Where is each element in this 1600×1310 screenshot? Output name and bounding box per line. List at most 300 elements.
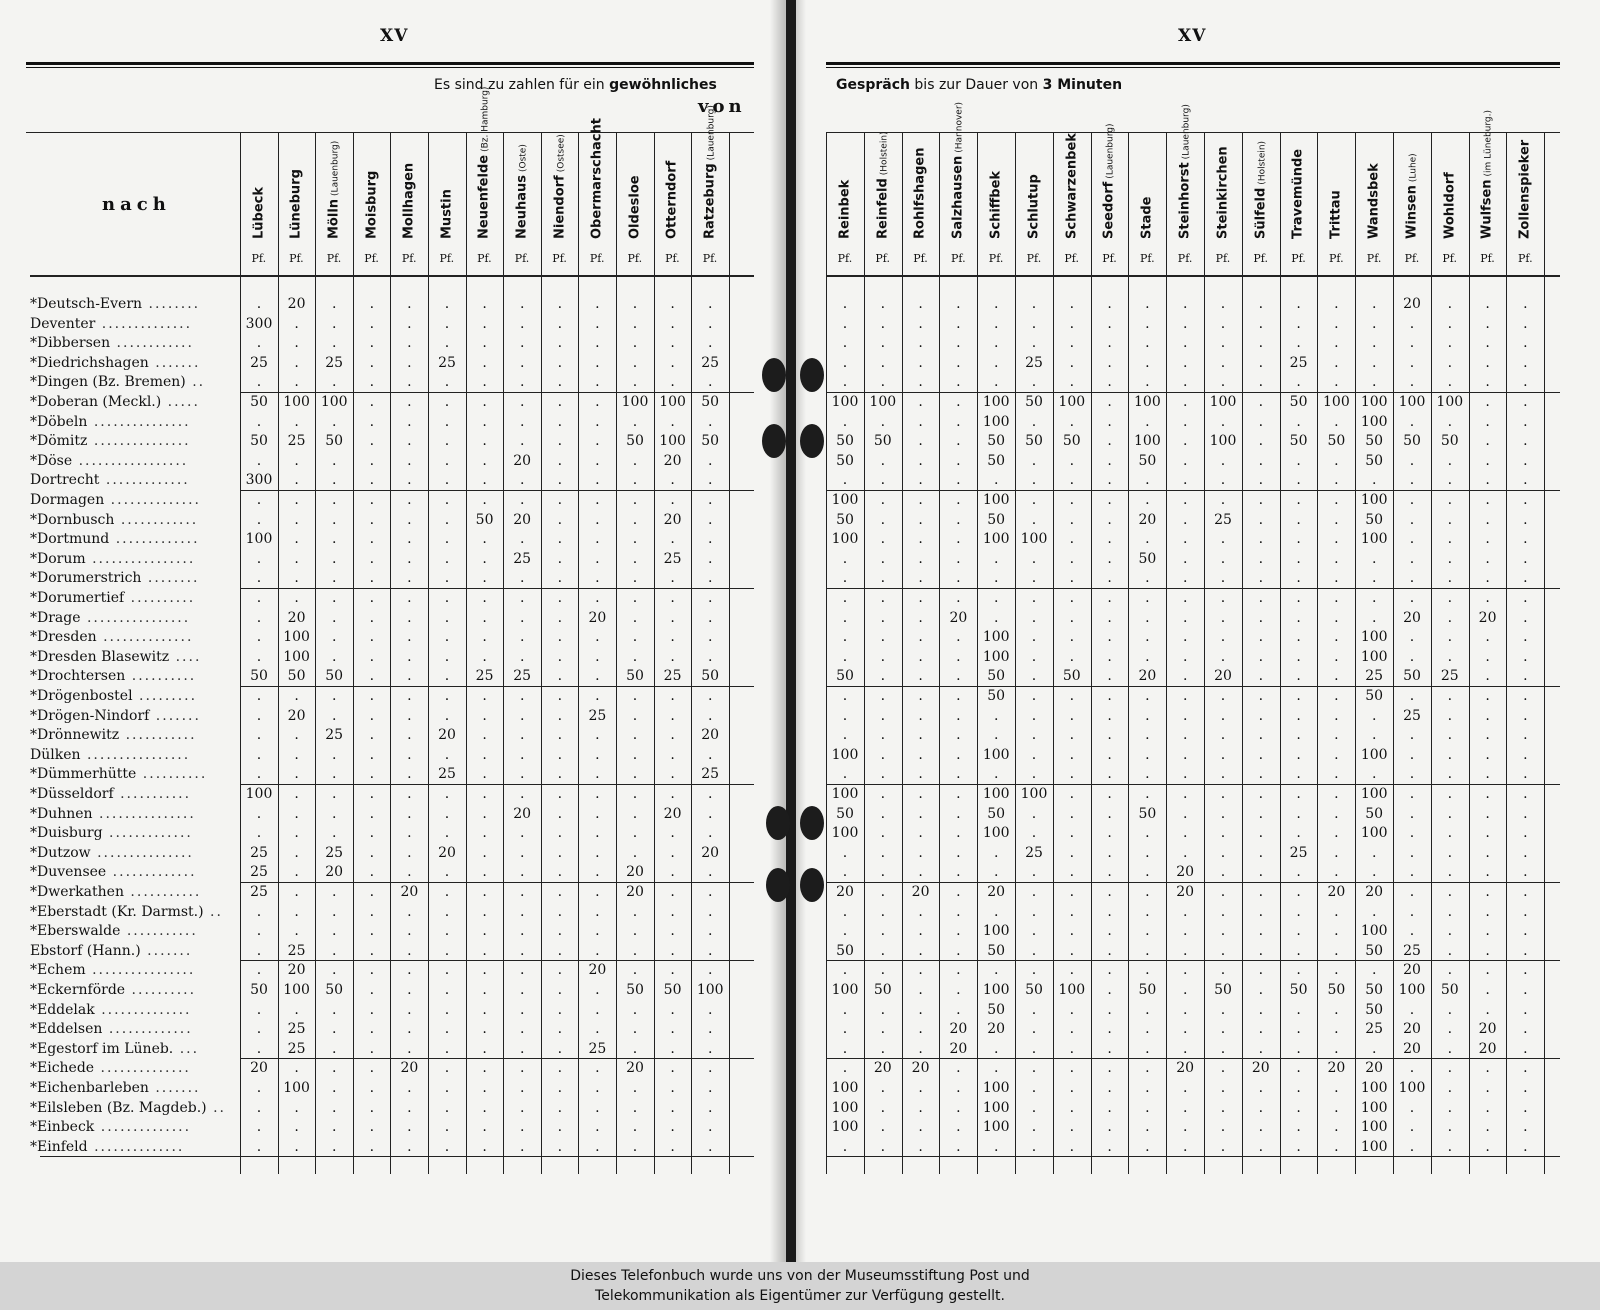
unit-label: Pf. — [913, 252, 928, 265]
rate-cell: . — [1145, 296, 1150, 312]
rate-cell: . — [557, 433, 563, 450]
rate-cell: . — [1031, 1080, 1037, 1096]
rate-cell: . — [880, 707, 886, 724]
column-header-right — [826, 134, 864, 258]
rate-cell: . — [482, 374, 487, 391]
rate-cell: 100 — [982, 1099, 1010, 1116]
rate-cell: . — [1485, 786, 1490, 802]
rate-cell: 100 — [831, 982, 859, 998]
rate-cell: 50 — [987, 452, 1006, 469]
unit-label: Pf. — [665, 252, 680, 265]
rate-cell: . — [519, 609, 525, 626]
rate-cell: . — [632, 452, 638, 469]
unit-label: Pf. — [1366, 252, 1382, 265]
rate-cell: . — [956, 570, 961, 587]
rate-cell: 50 — [1365, 1001, 1384, 1018]
rate-cell: . — [369, 1040, 375, 1057]
rate-cell: . — [1220, 374, 1226, 391]
group-separator — [240, 882, 754, 883]
rate-cell: 50 — [1365, 452, 1384, 469]
rate-cell: 50 — [836, 452, 854, 469]
unit-label: Pf. — [1442, 252, 1457, 265]
rate-cell: . — [1334, 942, 1339, 959]
rate-cell: . — [595, 805, 600, 822]
rate-cell: . — [369, 805, 375, 822]
rate-cell: . — [1069, 1080, 1075, 1096]
column-header-name: Niendorf — [552, 175, 568, 239]
rate-cell: . — [557, 1119, 563, 1136]
rate-cell: . — [1220, 609, 1226, 626]
rate-cell: . — [407, 492, 412, 508]
rate-cell: . — [1334, 903, 1339, 920]
rate-cell: . — [1296, 1099, 1301, 1116]
rate-cell: . — [918, 942, 923, 959]
rate-cell: 20 — [1176, 1060, 1195, 1077]
rate-cell: . — [1485, 531, 1490, 548]
rate-cell: . — [595, 786, 600, 802]
rate-cell: . — [670, 472, 675, 489]
rate-cell: . — [369, 864, 375, 881]
column-header-sub: (Bz. Hamburg) — [480, 86, 491, 152]
column-header-name: Mölln — [326, 198, 342, 239]
rate-cell: . — [1107, 942, 1112, 959]
rate-cell: . — [880, 668, 886, 685]
rate-cell: . — [956, 433, 961, 450]
rate-cell: . — [993, 903, 999, 920]
rate-cell: . — [707, 1138, 713, 1155]
rate-cell: . — [407, 609, 412, 626]
rate-cell: . — [1334, 1021, 1339, 1038]
rate-cell: . — [294, 492, 299, 508]
place-name — [30, 1021, 193, 1037]
rate-cell: 100 — [982, 825, 1010, 842]
rate-cell: . — [1371, 590, 1377, 606]
rate-cell: . — [444, 335, 450, 352]
rate-cell: . — [707, 1001, 713, 1018]
rate-cell: . — [1220, 648, 1226, 665]
rate-cell: . — [369, 766, 375, 783]
rate-cell: . — [956, 492, 961, 508]
rate-cell: . — [444, 570, 450, 587]
rate-cell: . — [482, 590, 487, 606]
column-header-name: Trittau — [1328, 190, 1344, 239]
rate-cell: . — [1069, 590, 1075, 606]
unit-label: Pf. — [1140, 252, 1155, 265]
rate-cell: . — [1371, 962, 1377, 979]
rate-cell: . — [407, 1138, 412, 1155]
rate-cell: . — [1485, 805, 1490, 822]
rate-cell: . — [1220, 354, 1226, 371]
rate-cell: . — [595, 452, 600, 469]
rate-cell: . — [1296, 805, 1301, 822]
rate-cell: 20 — [287, 296, 306, 312]
rate-cell: . — [1107, 354, 1112, 371]
column-header-name: Lübeck — [251, 186, 267, 239]
rate-cell: 100 — [982, 648, 1010, 665]
column-header-right — [1393, 134, 1431, 258]
rate-cell: . — [670, 825, 675, 842]
rate-cell: . — [256, 629, 262, 646]
rate-cell: . — [1447, 492, 1453, 508]
rate-cell: . — [1523, 1060, 1528, 1077]
unit-label: Pf. — [251, 252, 267, 265]
rate-cell: . — [519, 394, 525, 410]
rate-cell: . — [1182, 590, 1188, 606]
rate-cell: . — [1371, 766, 1377, 783]
rate-cell: 20 — [1214, 668, 1232, 685]
rate-cell: . — [1258, 942, 1264, 959]
rate-cell: . — [918, 1080, 923, 1096]
rate-cell: . — [1258, 688, 1264, 704]
rate-cell: . — [1447, 884, 1453, 900]
rate-cell: . — [444, 413, 450, 430]
rate-cell: . — [1447, 550, 1453, 567]
rate-cell: 20 — [663, 511, 682, 528]
place-name — [30, 688, 197, 704]
rate-cell: . — [331, 472, 337, 489]
place-name — [30, 472, 190, 488]
unit-label: Pf. — [289, 252, 304, 265]
rate-cell: . — [1447, 315, 1453, 332]
rate-cell: . — [595, 550, 600, 567]
rate-cell: . — [993, 707, 999, 724]
rate-cell: . — [1182, 609, 1188, 626]
rate-cell: . — [632, 629, 638, 646]
rate-cell: . — [1031, 1040, 1037, 1057]
unit-label: Pf. — [1102, 252, 1117, 265]
rate-cell: . — [707, 1099, 713, 1116]
leader-dots: ............. — [102, 825, 193, 842]
rate-cell: . — [331, 315, 337, 332]
rate-cell: . — [1220, 296, 1226, 312]
rate-cell: . — [331, 1021, 337, 1038]
rate-cell: . — [1447, 805, 1453, 822]
rate-cell: . — [331, 1119, 337, 1136]
rate-cell: 20 — [1138, 511, 1157, 528]
place-name — [30, 590, 195, 606]
place-name-text: *Dortmund — [30, 531, 110, 548]
column-header-label — [1064, 133, 1079, 239]
rate-cell: . — [1107, 903, 1112, 920]
rate-cell: . — [1258, 786, 1264, 802]
rate-cell: . — [1409, 766, 1415, 783]
unit-label: Pf. — [1329, 252, 1344, 265]
rate-cell: . — [331, 413, 337, 430]
rate-cell: . — [956, 707, 961, 724]
rate-cell: . — [1523, 1080, 1528, 1096]
rate-cell: . — [331, 942, 337, 959]
rate-cell: . — [918, 844, 923, 861]
column-header-label — [702, 105, 717, 239]
rate-cell: . — [1258, 727, 1264, 744]
rate-cell: . — [1334, 766, 1339, 783]
rate-cell: . — [1485, 1001, 1490, 1018]
rate-cell: . — [1145, 629, 1150, 646]
rate-cell: . — [256, 374, 262, 391]
rate-cell: . — [993, 1040, 999, 1057]
rate-cell: . — [557, 1080, 563, 1096]
rate-cell: . — [482, 648, 487, 665]
rate-cell: . — [1145, 374, 1150, 391]
rate-cell: . — [1485, 452, 1490, 469]
rate-cell: . — [956, 629, 961, 646]
rate-cell: . — [1296, 1040, 1301, 1057]
rate-cell: . — [407, 688, 412, 704]
group-separator — [826, 960, 1560, 961]
rate-cell: . — [369, 1099, 375, 1116]
leader-dots: .......... — [124, 590, 196, 606]
rate-cell: . — [1258, 511, 1264, 528]
rate-cell: . — [670, 609, 675, 626]
rate-cell: . — [331, 511, 337, 528]
group-separator — [240, 588, 754, 589]
rate-cell: . — [1258, 354, 1264, 371]
rate-cell: . — [1485, 844, 1490, 861]
rate-cell: 100 — [1360, 629, 1388, 646]
binding-hole — [762, 358, 786, 392]
column-header-right — [1053, 134, 1091, 258]
rate-cell: . — [842, 629, 848, 646]
rate-cell: 100 — [621, 394, 649, 410]
rate-cell: . — [557, 472, 563, 489]
rate-cell: . — [632, 707, 638, 724]
rate-cell: . — [842, 570, 848, 587]
rate-cell: . — [918, 648, 923, 665]
place-name — [30, 864, 197, 880]
rate-cell: . — [294, 531, 299, 548]
place-name — [30, 492, 201, 508]
rate-cell: . — [519, 472, 525, 489]
rate-cell: . — [1409, 570, 1415, 587]
rate-cell: . — [1334, 1080, 1339, 1096]
rate-cell: . — [1145, 1080, 1150, 1096]
rate-cell: . — [1409, 844, 1415, 861]
rate-cell: . — [1334, 452, 1339, 469]
rate-cell: . — [1031, 374, 1037, 391]
rate-cell: . — [956, 903, 961, 920]
rate-cell: . — [993, 335, 999, 352]
rate-cell: . — [256, 805, 262, 822]
column-header-name: Seedorf — [1101, 181, 1117, 239]
rate-cell: . — [369, 923, 375, 940]
rate-cell: . — [1182, 668, 1188, 685]
column-header-right — [1128, 134, 1166, 258]
rate-cell: . — [1107, 550, 1112, 567]
rate-cell: . — [557, 668, 563, 685]
rate-cell: 20 — [588, 962, 607, 979]
column-header-label — [1140, 197, 1155, 239]
rate-cell: . — [956, 923, 961, 940]
place-name — [30, 433, 191, 449]
column-header-sub: (Holstein) — [879, 131, 890, 176]
rate-cell: . — [595, 766, 600, 783]
column-header-name: Wohldorf — [1442, 172, 1458, 239]
rate-cell: . — [557, 727, 563, 744]
rate-cell: . — [1334, 570, 1339, 587]
rate-cell: . — [519, 492, 525, 508]
leader-dots: .... — [169, 648, 202, 665]
rate-cell: . — [1220, 452, 1226, 469]
rate-cell: . — [880, 374, 886, 391]
rate-cell: . — [1031, 335, 1037, 352]
column-divider — [1544, 132, 1545, 1174]
rate-cell: 50 — [1289, 982, 1308, 998]
rate-cell: 50 — [1025, 433, 1043, 450]
rate-cell: . — [1107, 825, 1112, 842]
rate-cell: . — [842, 962, 848, 979]
column-header-name: Neuhaus — [514, 175, 530, 239]
rate-cell: . — [369, 903, 375, 920]
rate-cell: . — [707, 550, 713, 567]
rate-cell: . — [1334, 1119, 1339, 1136]
rate-cell: . — [842, 354, 848, 371]
rate-cell: . — [670, 884, 675, 900]
rate-cell: . — [1334, 707, 1339, 724]
rate-cell: . — [1220, 727, 1226, 744]
column-header-sub: (Holstein) — [1257, 140, 1268, 185]
rate-cell: . — [1107, 746, 1112, 763]
leader-dots: ................ — [85, 962, 196, 979]
rate-cell: . — [331, 296, 337, 312]
rate-cell: . — [670, 1099, 675, 1116]
place-name — [30, 1100, 226, 1116]
rate-cell: . — [331, 1001, 337, 1018]
rate-cell: . — [557, 570, 563, 587]
table-bottom-line — [40, 1156, 754, 1157]
rate-cell: . — [482, 1119, 487, 1136]
rate-cell: . — [1031, 296, 1037, 312]
binding-hole — [766, 806, 790, 840]
rate-cell: . — [918, 923, 923, 940]
rate-cell: . — [918, 786, 923, 802]
rate-cell: . — [1258, 1021, 1264, 1038]
rate-cell: 25 — [1289, 354, 1308, 371]
rate-cell: . — [1107, 1099, 1112, 1116]
binding-hole — [800, 424, 824, 458]
rate-cell: . — [1107, 1138, 1112, 1155]
rate-cell: . — [842, 707, 848, 724]
place-name — [30, 296, 200, 312]
rate-cell: . — [1069, 648, 1075, 665]
unit-label: Pf. — [477, 252, 492, 265]
rate-cell: . — [256, 1040, 262, 1057]
place-name-text: *Drönnewitz — [30, 727, 120, 744]
rate-cell: . — [1220, 903, 1226, 920]
rate-cell: . — [1409, 590, 1415, 606]
rate-cell: . — [632, 766, 638, 783]
rate-cell: . — [880, 1099, 886, 1116]
rate-cell: . — [557, 942, 563, 959]
rate-cell: . — [1296, 531, 1301, 548]
rate-cell: . — [595, 472, 600, 489]
rate-cell: . — [519, 315, 525, 332]
rate-cell: . — [331, 629, 337, 646]
rate-cell: . — [1409, 884, 1415, 900]
rate-cell: . — [1409, 452, 1415, 469]
rate-cell: . — [407, 374, 412, 391]
rate-cell: . — [707, 903, 713, 920]
place-name — [30, 374, 205, 390]
rate-cell: 100 — [1398, 982, 1426, 998]
right-header-top-line — [826, 132, 1560, 133]
rate-cell: 20 — [287, 609, 306, 626]
column-header-name: Schwarzenbek — [1064, 133, 1080, 239]
rate-cell: . — [256, 296, 262, 312]
rate-cell: . — [1523, 825, 1528, 842]
binding-hole — [800, 358, 824, 392]
column-header-label — [1253, 141, 1268, 239]
rate-cell: . — [1107, 707, 1112, 724]
column-header-name: Mustin — [439, 189, 455, 239]
rate-cell: . — [1334, 844, 1339, 861]
rate-cell: . — [1145, 1119, 1150, 1136]
rate-cell: . — [842, 296, 848, 312]
rate-cell: . — [407, 472, 412, 489]
rate-cell: . — [557, 413, 563, 430]
place-name-text: Dormagen — [30, 492, 105, 508]
column-header-name: Lüneburg — [288, 169, 304, 239]
rate-cell: . — [1145, 688, 1150, 704]
rate-cell: . — [557, 903, 563, 920]
rate-cell: . — [956, 315, 961, 332]
rate-cell: . — [557, 1060, 563, 1077]
rate-cell: . — [1409, 374, 1415, 391]
rate-cell: . — [1334, 825, 1339, 842]
rate-cell: . — [1220, 492, 1226, 508]
leader-dots: ........... — [120, 923, 198, 940]
right-top-rule — [826, 62, 1560, 65]
rate-cell: . — [993, 590, 999, 606]
rate-cell: 25 — [1365, 1021, 1384, 1038]
rate-cell: . — [918, 472, 923, 489]
rate-cell: . — [369, 648, 375, 665]
rate-cell: 100 — [831, 492, 859, 508]
place-name-text: Deventer — [30, 315, 96, 332]
rate-cell: . — [256, 609, 262, 626]
rate-cell: . — [1447, 296, 1453, 312]
place-name-text: *Dümmerhütte — [30, 766, 137, 783]
rate-cell: . — [707, 1021, 713, 1038]
rate-cell: 100 — [659, 433, 686, 450]
rate-cell: . — [1296, 668, 1301, 685]
rate-cell: 100 — [320, 394, 348, 410]
rate-cell: 100 — [1360, 394, 1388, 410]
column-header-sub: (im Lüneburg.) — [1483, 109, 1494, 177]
group-separator — [826, 784, 1560, 785]
rate-cell: . — [519, 746, 525, 763]
rate-cell: . — [1182, 1021, 1188, 1038]
place-name — [30, 610, 190, 626]
rate-cell: . — [956, 962, 961, 979]
rate-cell: . — [1523, 1001, 1528, 1018]
rate-cell: . — [557, 354, 563, 371]
rate-cell: . — [331, 609, 337, 626]
rate-cell: . — [1220, 629, 1226, 646]
rate-cell: . — [369, 413, 375, 430]
rate-cell: . — [956, 511, 961, 528]
place-name — [30, 884, 201, 900]
rate-cell: . — [1258, 394, 1264, 410]
rate-cell: . — [1523, 688, 1528, 704]
rate-cell: . — [670, 315, 675, 332]
rate-cell: . — [1069, 296, 1075, 312]
rate-cell: 100 — [1360, 1099, 1388, 1116]
rate-cell: 50 — [250, 668, 268, 685]
rate-cell: . — [670, 766, 675, 783]
rate-cell: . — [407, 590, 412, 606]
rate-cell: . — [369, 942, 375, 959]
rate-cell: . — [444, 374, 450, 391]
